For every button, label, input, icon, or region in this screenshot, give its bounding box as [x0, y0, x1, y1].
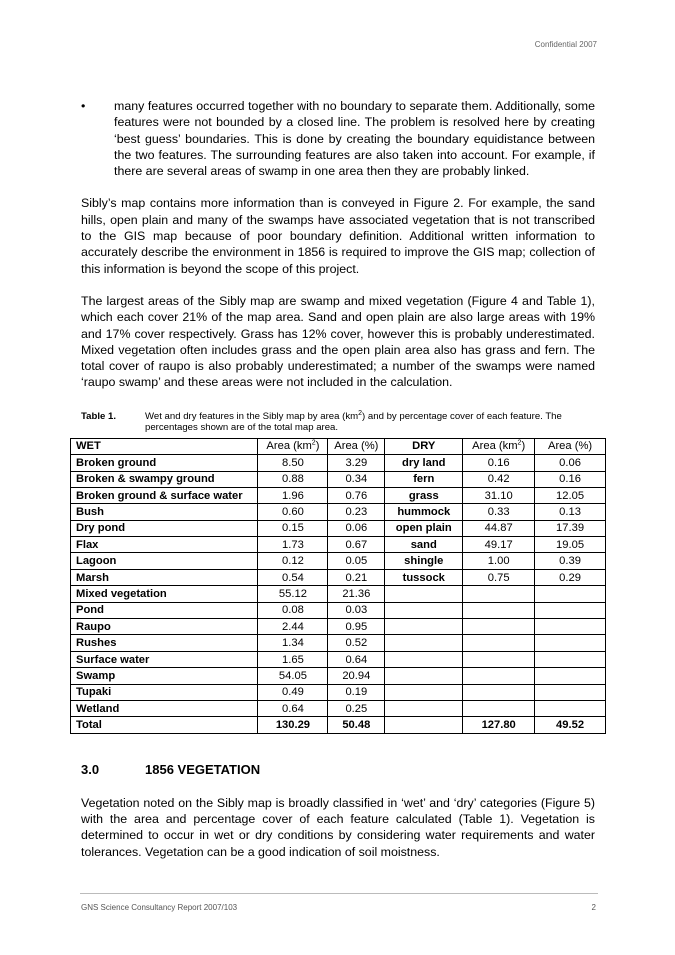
page-content [76, 98, 595, 860]
section-paragraph: Vegetation noted on the Sibly map is broadly classified in ‘wet’ and ‘dry’ categories (Figure 5) with the area and percentage cover of each feature calculated (Table 1). Vegetation is determined to occur in wet or dry conditions by considering water requirements and water tolerances. Vegetation can be a good indication of soil moistness. [81, 795, 595, 859]
dry-area-pct: 0.16 [535, 471, 606, 487]
wet-area-pct: 0.64 [328, 651, 385, 667]
dry-area-km [463, 619, 535, 635]
table-row [71, 553, 606, 569]
paragraph-largest-areas: The largest areas of the Sibly map are swamp and mixed vegetation (Figure 4 and Table 1), which each cover 21% of the map area. Sand and open plain are also large areas with 19% and 17% cover respectively. Grass has 12% cover, however this is probably underestimated. Mixed vegetation often includes grass and the open plain area also has grass and fern. The total cover of raupo is also probably underestimated; a number of the swamps were named ‘raupo swamp’ and these areas were not included in the calculation. [81, 293, 595, 390]
dry-area-km: 0.75 [463, 569, 535, 585]
wet-area-km: 1.73 [258, 537, 328, 553]
wet-feature-name: Broken ground & surface water [71, 487, 258, 503]
dry-feature-name [385, 602, 463, 618]
dry-feature-name [385, 651, 463, 667]
wet-feature-name: Wetland [71, 701, 258, 717]
wet-feature-name: Lagoon [71, 553, 258, 569]
dry-area-pct: 17.39 [535, 520, 606, 536]
header-wet: WET [71, 438, 258, 454]
table-row [71, 651, 606, 667]
table-header-row [71, 438, 606, 454]
dry-feature-name [385, 619, 463, 635]
wet-area-pct: 0.06 [328, 520, 385, 536]
wet-feature-name: Rushes [71, 635, 258, 651]
wet-area-km: 1.65 [258, 651, 328, 667]
wet-area-pct: 0.21 [328, 569, 385, 585]
header-wet-area-km: Area $(km^2)$ [258, 438, 328, 454]
total-dry-pct: 49.52 [535, 717, 606, 733]
wet-area-km: 2.44 [258, 619, 328, 635]
dry-area-pct: 0.13 [535, 504, 606, 520]
dry-feature-name: tussock [385, 569, 463, 585]
table-row [71, 684, 606, 700]
table-row [71, 455, 606, 471]
footer-page-number: 2 [591, 903, 596, 912]
dry-area-pct: 0.29 [535, 569, 606, 585]
wet-area-pct: 0.03 [328, 602, 385, 618]
wet-feature-name: Tupaki [71, 684, 258, 700]
wet-feature-name: Mixed vegetation [71, 586, 258, 602]
dry-area-km: 0.16 [463, 455, 535, 471]
table-row [71, 619, 606, 635]
dry-area-km: 0.42 [463, 471, 535, 487]
table-caption-text: Wet and dry features in the Sibly map by area $(km^2)$ and by percentage cover of each feature. The percentages shown are of the total map area. [145, 409, 562, 434]
dry-area-km [463, 651, 535, 667]
wet-area-pct: 3.29 [328, 455, 385, 471]
wet-area-km: 0.08 [258, 602, 328, 618]
wet-area-km: 0.49 [258, 684, 328, 700]
dry-area-pct [535, 586, 606, 602]
dry-area-pct: 12.05 [535, 487, 606, 503]
wet-area-km: 0.15 [258, 520, 328, 536]
dry-area-km: 31.10 [463, 487, 535, 503]
table-row [71, 569, 606, 585]
total-label: Total [71, 717, 258, 733]
dry-area-pct: 19.05 [535, 537, 606, 553]
wet-area-km: 0.60 [258, 504, 328, 520]
bullet-item [81, 98, 595, 179]
table-row [71, 586, 606, 602]
wet-area-pct: 0.23 [328, 504, 385, 520]
footer-divider [80, 893, 598, 894]
dry-area-pct [535, 602, 606, 618]
table-label: Table 1. [81, 410, 117, 422]
wet-area-pct: 21.36 [328, 586, 385, 602]
dry-area-pct [535, 684, 606, 700]
bullet-text: many features occurred together with no boundary to separate them. Additionally, some features were not bounded by a closed line. The problem is resolved here by creating ‘best guess’ boundaries. This is done by creating the boundary equidistance between the two features. The surrounding features are also taken into account. For example, if there are several areas of swamp in one area then they are probably linked. [114, 99, 595, 179]
dry-feature-name: shingle [385, 553, 463, 569]
table-total-row [71, 717, 606, 733]
wet-area-km: 8.50 [258, 455, 328, 471]
dry-area-pct: 0.06 [535, 455, 606, 471]
dry-area-pct [535, 635, 606, 651]
wet-feature-name: Bush [71, 504, 258, 520]
dry-feature-name [385, 635, 463, 651]
table-row [71, 520, 606, 536]
table-row [71, 504, 606, 520]
dry-feature-name: open plain [385, 520, 463, 536]
dry-area-km [463, 586, 535, 602]
wet-feature-name: Marsh [71, 569, 258, 585]
dry-feature-name: fern [385, 471, 463, 487]
wet-area-pct: 20.94 [328, 668, 385, 684]
dry-area-km: 44.87 [463, 520, 535, 536]
dry-feature-name [385, 684, 463, 700]
dry-feature-name [385, 668, 463, 684]
dry-feature-name: grass [385, 487, 463, 503]
wet-feature-name: Swamp [71, 668, 258, 684]
table-row [71, 487, 606, 503]
dry-area-km [463, 701, 535, 717]
features-table [70, 438, 606, 734]
table-row [71, 635, 606, 651]
table-row [71, 701, 606, 717]
dry-feature-name: hummock [385, 504, 463, 520]
table-row [71, 471, 606, 487]
dry-area-pct [535, 668, 606, 684]
wet-feature-name: Surface water [71, 651, 258, 667]
dry-area-km: 0.33 [463, 504, 535, 520]
dry-area-km [463, 602, 535, 618]
table-row [71, 537, 606, 553]
wet-area-km: 1.34 [258, 635, 328, 651]
total-dry-km: 127.80 [463, 717, 535, 733]
wet-area-pct: 0.34 [328, 471, 385, 487]
header-dry-area-km: Area $(km^2)$ [463, 438, 535, 454]
wet-area-km: 0.88 [258, 471, 328, 487]
wet-feature-name: Broken & swampy ground [71, 471, 258, 487]
wet-area-pct: 0.76 [328, 487, 385, 503]
wet-area-km: 0.12 [258, 553, 328, 569]
wet-feature-name: Pond [71, 602, 258, 618]
dry-feature-name [385, 701, 463, 717]
section-heading [81, 762, 595, 777]
bullet-icon: • [81, 99, 86, 113]
wet-area-km: 1.96 [258, 487, 328, 503]
table-caption [81, 411, 595, 434]
footer-report: GNS Science Consultancy Report 2007/103 [81, 903, 238, 912]
header-confidential: Confidential 2007 [534, 40, 597, 49]
wet-area-pct: 0.25 [328, 701, 385, 717]
wet-feature-name: Raupo [71, 619, 258, 635]
table-row [71, 668, 606, 684]
dry-area-km: 49.17 [463, 537, 535, 553]
wet-area-pct: 0.67 [328, 537, 385, 553]
header-wet-area-pct: Area (%) [328, 438, 385, 454]
header-dry: DRY [385, 438, 463, 454]
wet-feature-name: Broken ground [71, 455, 258, 471]
dry-area-km [463, 684, 535, 700]
wet-area-pct: 0.05 [328, 553, 385, 569]
dry-feature-name [385, 586, 463, 602]
total-dry-empty [385, 717, 463, 733]
wet-area-pct: 0.19 [328, 684, 385, 700]
total-wet-km: 130.29 [258, 717, 328, 733]
section-title: 1856 VEGETATION [145, 761, 261, 777]
paragraph-sibly-map: Sibly’s map contains more information than is conveyed in Figure 2. For example, the sand hills, open plain and many of the swamps have associated vegetation that is not transcribed to the GIS map because of poor boundary definition. Additional written information to accurately describe the environment in 1856 is required to improve the GIS map; collection of this information is beyond the scope of this project. [81, 196, 595, 276]
section-number: 3.0 [81, 761, 100, 777]
dry-area-pct [535, 651, 606, 667]
wet-area-pct: 0.95 [328, 619, 385, 635]
table-row [71, 602, 606, 618]
dry-area-km [463, 635, 535, 651]
dry-feature-name: dry land [385, 455, 463, 471]
wet-feature-name: Dry pond [71, 520, 258, 536]
dry-area-pct [535, 701, 606, 717]
total-wet-pct: 50.48 [328, 717, 385, 733]
dry-area-km [463, 668, 535, 684]
wet-feature-name: Flax [71, 537, 258, 553]
dry-area-km: 1.00 [463, 553, 535, 569]
wet-area-pct: 0.52 [328, 635, 385, 651]
wet-area-km: 0.64 [258, 701, 328, 717]
dry-feature-name: sand [385, 537, 463, 553]
header-dry-area-pct: Area (%) [535, 438, 606, 454]
wet-area-km: 54.05 [258, 668, 328, 684]
wet-area-km: 55.12 [258, 586, 328, 602]
dry-area-pct [535, 619, 606, 635]
wet-area-km: 0.54 [258, 569, 328, 585]
dry-area-pct: 0.39 [535, 553, 606, 569]
